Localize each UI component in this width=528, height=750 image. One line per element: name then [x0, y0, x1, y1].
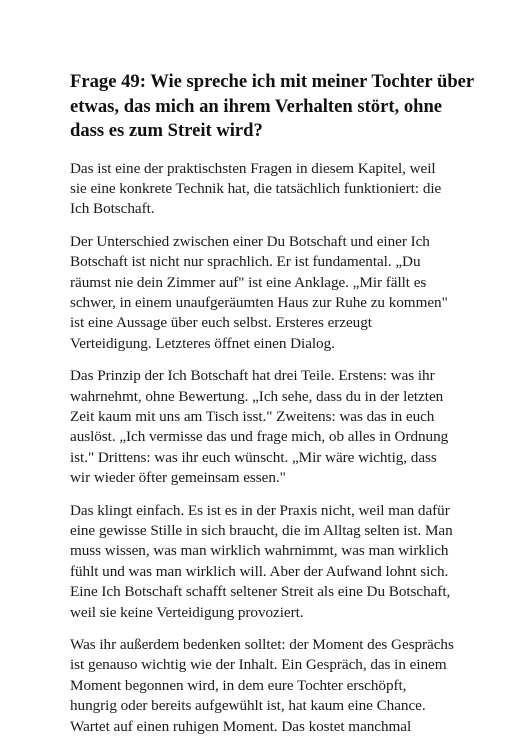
text-line: ist." Drittens: was ihr euch wünscht. „Mir wäre wichtig, dass [70, 448, 437, 466]
text-line: wahrnehmt, ohne Bewertung. „Ich sehe, dass du in der letzten [70, 387, 444, 405]
question-heading [70, 70, 480, 144]
paragraph-practice [70, 501, 480, 623]
text-line: sie eine konkrete Technik hat, die tatsächlich funktioniert: die [70, 179, 442, 197]
paragraph-timing [70, 635, 480, 737]
text-line: ist eine Aussage über euch selbst. Ersteres erzeugt [70, 314, 372, 332]
heading-line: etwas, das mich an ihrem Verhalten stört, ohne [70, 95, 443, 117]
paragraph-principle [70, 366, 480, 488]
paragraph-difference [70, 232, 480, 354]
text-line: eine gewisse Stille in sich braucht, die im Alltag selten ist. Man [70, 522, 453, 539]
text-line: Das ist eine der praktischsten Fragen in diesem Kapitel, weil [70, 159, 436, 177]
text-line: schwer, in einem unaufgeräumten Haus zur Ruhe zu kommen" [70, 293, 448, 311]
text-line: Der Unterschied zwischen einer Du Botschaft und einer Ich [70, 232, 430, 250]
text-line: Wartet auf einen ruhigen Moment. Das kostet manchmal [70, 717, 412, 735]
text-line: Ich Botschaft. [70, 200, 155, 218]
text-line: ist genauso wichtig wie der Inhalt. Ein Gespräch, das in einem [70, 656, 447, 674]
text-line: Das Prinzip der Ich Botschaft hat drei Teile. Erstens: was ihr [70, 367, 435, 385]
text-line: Botschaft ist nicht nur sprachlich. Er ist fundamental. „Du [70, 253, 421, 271]
heading-line: dass es zum Streit wird? [70, 120, 263, 141]
text-line: fühlt und was man wirklich will. Aber der Aufwand lohnt sich. [70, 562, 449, 580]
text-line: Eine Ich Botschaft schafft seltener Streit als eine Du Botschaft, [70, 583, 451, 601]
text-line: weil sie keine Verteidigung provoziert. [70, 603, 304, 621]
heading-line: Frage 49: Wie spreche ich mit meiner Tochter über [70, 71, 475, 92]
text-line: räumst nie dein Zimmer auf" ist eine Anklage. „Mir fällt es [70, 273, 427, 291]
document-page [70, 70, 480, 749]
text-line: Verteidigung. Letzteres öffnet einen Dialog. [70, 334, 335, 352]
text-line: hungrig oder bereits aufgewühlt ist, hat kaum eine Chance. [70, 697, 426, 715]
text-line: Moment begonnen wird, in dem eure Tochter erschöpft, [70, 676, 407, 694]
text-line: Was ihr außerdem bedenken solltet: der Moment des Gesprächs [70, 636, 454, 654]
text-line: wir wieder öfter gemeinsam essen." [70, 469, 286, 487]
text-line: Das klingt einfach. Es ist es in der Praxis nicht, weil man dafür [70, 501, 450, 519]
paragraph-intro [70, 159, 480, 220]
text-line: muss wissen, was man wirklich wahrnimmt, was man wirklich [70, 542, 449, 560]
text-line: Zeit kaum mit uns am Tisch isst." Zweitens: was das in euch [70, 407, 435, 425]
text-line: auslöst. „Ich vermisse das und frage mich, ob alles in Ordnung [70, 428, 449, 446]
